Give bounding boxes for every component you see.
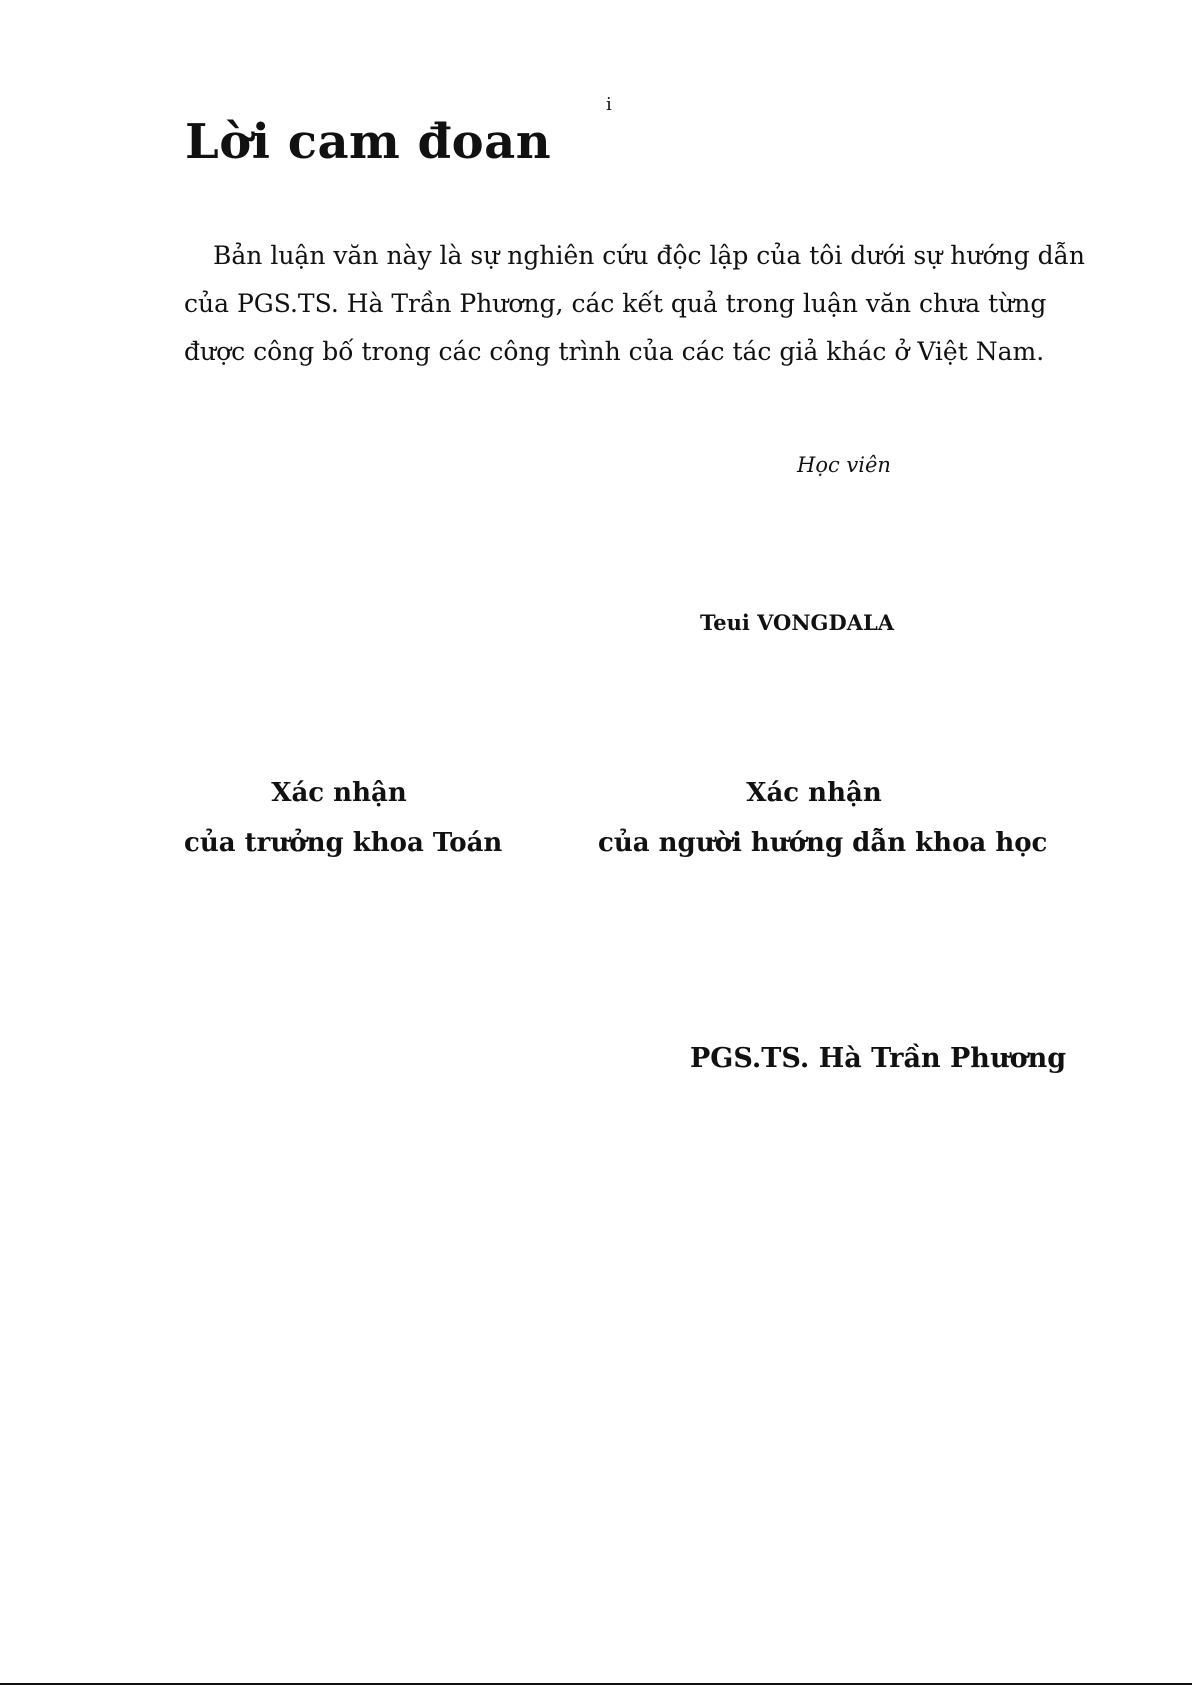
page-number: i	[606, 94, 612, 115]
supervisor-name: PGS.TS. Hà Trần Phương	[690, 1043, 1067, 1074]
supervisor-confirmation-title: Xác nhận	[746, 778, 882, 808]
declaration-line-3: được công bố trong các công trình của các tác giả khác ở Việt Nam.	[184, 337, 1045, 366]
supervisor-confirmation	[598, 768, 1048, 868]
student-name: Teui VONGDALA	[700, 610, 895, 635]
dean-confirmation-title: Xác nhận	[271, 778, 407, 808]
dean-confirmation	[184, 768, 503, 868]
declaration-paragraph	[184, 232, 1085, 376]
student-role-label: Học viên	[797, 453, 891, 477]
declaration-line-1: Bản luận văn này là sự nghiên cứu độc lập của tôi dưới sự hướng dẫn	[213, 241, 1085, 270]
supervisor-confirmation-subtitle: của người hướng dẫn khoa học	[598, 828, 1048, 858]
page-title: Lời cam đoan	[185, 114, 552, 170]
declaration-line-2: của PGS.TS. Hà Trần Phương, các kết quả trong luận văn chưa từng	[184, 289, 1047, 318]
dean-confirmation-subtitle: của trưởng khoa Toán	[184, 828, 503, 858]
